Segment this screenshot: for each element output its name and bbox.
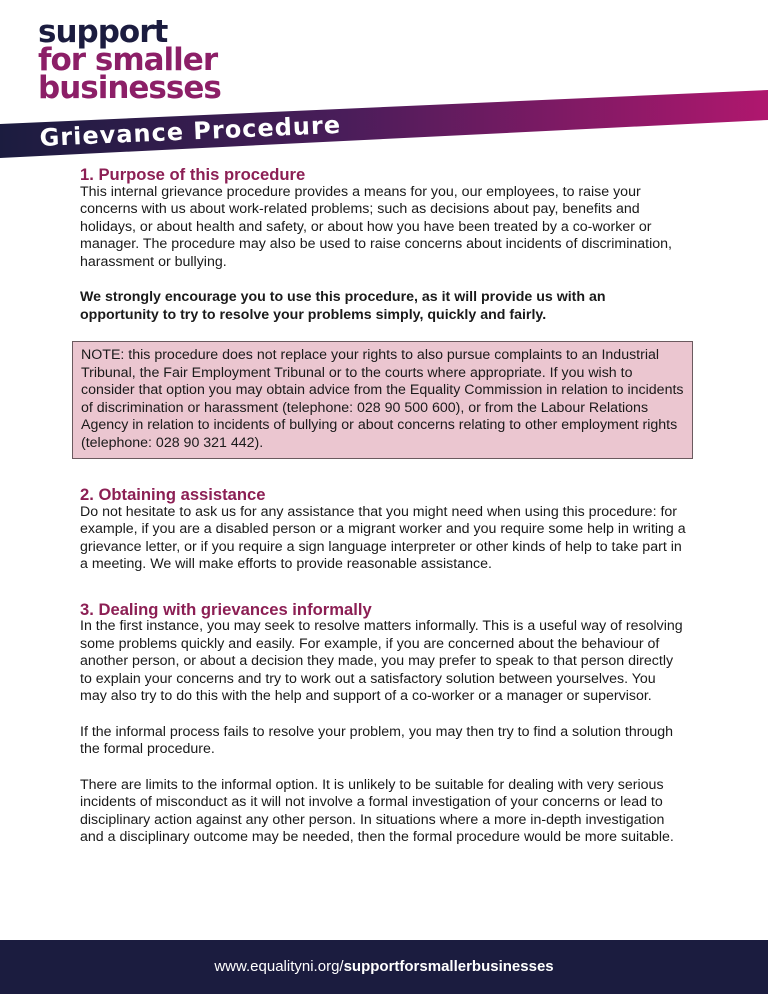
section-1-emphasis: We strongly encourage you to use this procedure, as it will provide us with an opportunity to try to resolve your problems simply, quickly and fairly. bbox=[80, 289, 606, 323]
document-body bbox=[80, 166, 686, 847]
note-box: NOTE: this procedure does not replace your rights to also pursue complaints to an Industrial Tribunal, the Fair Employment Tribunal or to the courts where appropriate. If you wish to consider that option you may obtain advice from the Equality Commission in relation to incidents of discrimination or harassment (telephone: 028 90 500 600), or from the Labour Relations Agency in relation to incidents of bullying or about concerns relating to other employment rights (telephone: 028 90 321 442). bbox=[72, 341, 693, 459]
section-3-title: 3. Dealing with grievances informally bbox=[80, 599, 372, 619]
section-2-title: 2. Obtaining assistance bbox=[80, 485, 266, 504]
logo-line-2: for smaller bbox=[38, 42, 218, 78]
section-2-body: Do not hesitate to ask us for any assistance that you might need when using this procedure: for example, if you are a disabled person or a migrant worker and you require some help in writing a grievance letter, or if you require a sign language interpreter or other kinds of help to take part in a meeting. We will make efforts to provide reasonable assistance. bbox=[80, 503, 686, 572]
section-3 bbox=[80, 601, 686, 847]
section-1-title: 1. Purpose of this procedure bbox=[80, 165, 306, 184]
banner-title: Grievance Procedure bbox=[39, 110, 342, 152]
logo-line-3: businesses bbox=[38, 70, 221, 106]
logo-line-1: support bbox=[38, 14, 168, 50]
footer-bar bbox=[0, 940, 768, 994]
section-1-body: This internal grievance procedure provides a means for you, our employees, to raise your concerns with us about work-related problems; such as decisions about pay, benefits and holidays, or about health and safety, or about how you have been treated by a co-worker or manager. The procedure may also be used to raise concerns about incidents of discrimination, harassment or bullying. bbox=[80, 183, 673, 270]
footer-url-path: supportforsmallerbusinesses bbox=[343, 958, 554, 975]
section-2 bbox=[80, 486, 686, 574]
title-banner bbox=[0, 90, 768, 170]
footer-url-prefix: www.equalityni.org/ bbox=[214, 958, 344, 975]
section-3-body-1: In the first instance, you may seek to resolve matters informally. This is a useful way of resolving some problems quickly and easily. For example, if you are concerned about the behaviour of another person, or about a decision they made, you may prefer to speak to that person directly to explain your concerns and try to work out a satisfactory solution between yourselves. You may also try to do this with the help and support of a co-worker or a manager or supervisor. bbox=[80, 618, 683, 704]
section-3-body-2: If the informal process fails to resolve your problem, you may then try to find a solution through the formal procedure. bbox=[80, 723, 674, 757]
footer-url[interactable] bbox=[214, 958, 553, 975]
section-3-body-3: There are limits to the informal option. It is unlikely to be suitable for dealing with very serious incidents of misconduct as it will not involve a formal investigation of your concerns or lead to disciplinary action against any other person. In situations where a more in-depth investigation and a disciplinary outcome may be needed, then the formal procedure would be more suitable. bbox=[80, 776, 674, 845]
